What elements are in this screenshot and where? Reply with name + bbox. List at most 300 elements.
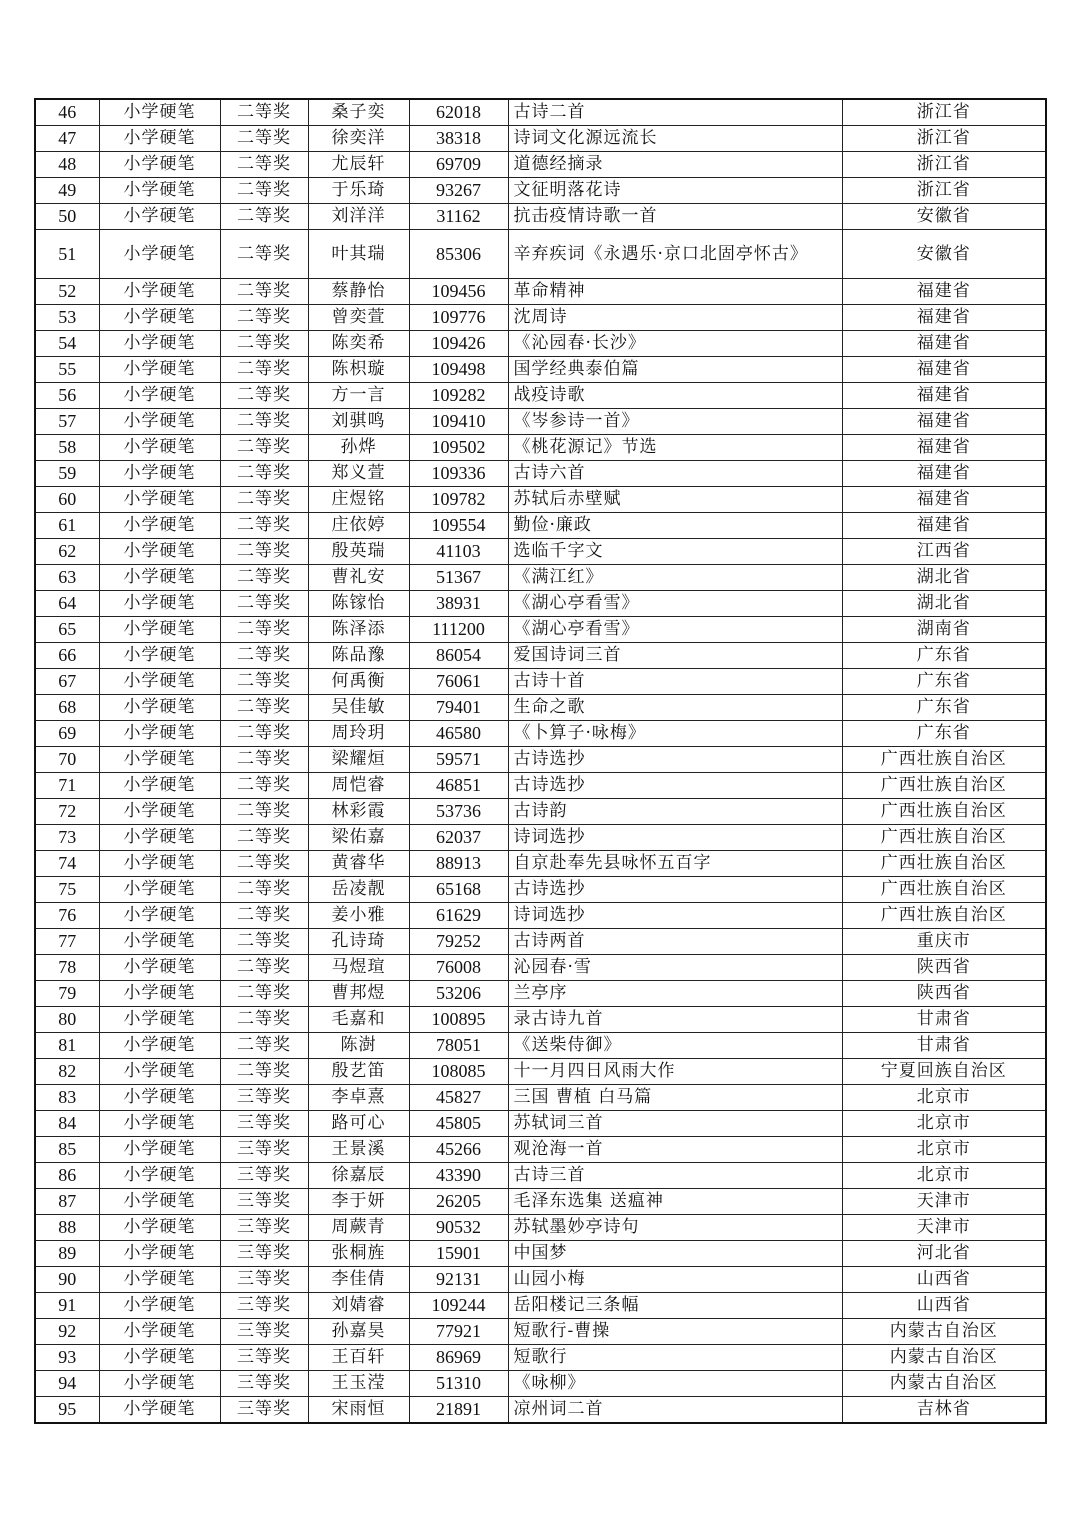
participant-name-cell: 孔诗琦 [308, 929, 409, 955]
entry-id-cell: 76061 [409, 669, 508, 695]
province-cell: 湖北省 [842, 591, 1046, 617]
row-number: 81 [35, 1033, 99, 1059]
participant-name-cell: 何禹衡 [308, 669, 409, 695]
award-level-cell: 三等奖 [220, 1319, 308, 1345]
province-cell: 河北省 [842, 1241, 1046, 1267]
participant-name-cell: 叶其瑞 [308, 230, 409, 279]
row-number: 79 [35, 981, 99, 1007]
entry-id-cell: 111200 [409, 617, 508, 643]
table-row [35, 981, 1046, 1007]
entry-id-cell: 93267 [409, 178, 508, 204]
entry-id-cell: 51367 [409, 565, 508, 591]
row-number: 74 [35, 851, 99, 877]
province-cell: 浙江省 [842, 126, 1046, 152]
work-title-cell: 《岑参诗一首》 [508, 409, 842, 435]
province-cell: 广西壮族自治区 [842, 903, 1046, 929]
row-number: 84 [35, 1111, 99, 1137]
category-cell: 小学硬笔 [99, 1163, 220, 1189]
participant-name-cell: 梁耀烜 [308, 747, 409, 773]
work-title-cell: 战疫诗歌 [508, 383, 842, 409]
category-cell: 小学硬笔 [99, 669, 220, 695]
province-cell: 广东省 [842, 669, 1046, 695]
award-level-cell: 三等奖 [220, 1137, 308, 1163]
participant-name-cell: 李佳倩 [308, 1267, 409, 1293]
row-number: 83 [35, 1085, 99, 1111]
entry-id-cell: 43390 [409, 1163, 508, 1189]
award-level-cell: 二等奖 [220, 383, 308, 409]
entry-id-cell: 45827 [409, 1085, 508, 1111]
province-cell: 福建省 [842, 357, 1046, 383]
row-number: 93 [35, 1345, 99, 1371]
award-level-cell: 二等奖 [220, 799, 308, 825]
participant-name-cell: 曹礼安 [308, 565, 409, 591]
award-level-cell: 三等奖 [220, 1267, 308, 1293]
work-title-cell: 选临千字文 [508, 539, 842, 565]
province-cell: 广西壮族自治区 [842, 851, 1046, 877]
entry-id-cell: 78051 [409, 1033, 508, 1059]
province-cell: 天津市 [842, 1189, 1046, 1215]
entry-id-cell: 46851 [409, 773, 508, 799]
entry-id-cell: 46580 [409, 721, 508, 747]
table-row [35, 851, 1046, 877]
participant-name-cell: 路可心 [308, 1111, 409, 1137]
province-cell: 北京市 [842, 1163, 1046, 1189]
award-level-cell: 二等奖 [220, 1007, 308, 1033]
participant-name-cell: 梁佑嘉 [308, 825, 409, 851]
award-level-cell: 二等奖 [220, 513, 308, 539]
participant-name-cell: 李于妍 [308, 1189, 409, 1215]
category-cell: 小学硬笔 [99, 178, 220, 204]
table-row [35, 230, 1046, 279]
award-level-cell: 三等奖 [220, 1293, 308, 1319]
row-number: 51 [35, 230, 99, 279]
province-cell: 福建省 [842, 461, 1046, 487]
table-row [35, 487, 1046, 513]
row-number: 67 [35, 669, 99, 695]
work-title-cell: 《沁园春·长沙》 [508, 331, 842, 357]
work-title-cell: 道德经摘录 [508, 152, 842, 178]
work-title-cell: 山园小梅 [508, 1267, 842, 1293]
table-row [35, 565, 1046, 591]
table-row [35, 825, 1046, 851]
entry-id-cell: 38318 [409, 126, 508, 152]
award-level-cell: 二等奖 [220, 721, 308, 747]
entry-id-cell: 51310 [409, 1371, 508, 1397]
participant-name-cell: 张桐旌 [308, 1241, 409, 1267]
row-number: 88 [35, 1215, 99, 1241]
category-cell: 小学硬笔 [99, 204, 220, 230]
work-title-cell: 辛弃疾词《永遇乐·京口北固亭怀古》 [508, 230, 842, 279]
table-row [35, 1137, 1046, 1163]
category-cell: 小学硬笔 [99, 825, 220, 851]
award-level-cell: 二等奖 [220, 851, 308, 877]
participant-name-cell: 陈枳璇 [308, 357, 409, 383]
entry-id-cell: 109244 [409, 1293, 508, 1319]
row-number: 91 [35, 1293, 99, 1319]
table-row [35, 383, 1046, 409]
province-cell: 吉林省 [842, 1397, 1046, 1424]
category-cell: 小学硬笔 [99, 279, 220, 305]
entry-id-cell: 65168 [409, 877, 508, 903]
participant-name-cell: 刘婧睿 [308, 1293, 409, 1319]
province-cell: 安徽省 [842, 204, 1046, 230]
province-cell: 福建省 [842, 487, 1046, 513]
table-row [35, 99, 1046, 126]
table-row [35, 1059, 1046, 1085]
category-cell: 小学硬笔 [99, 591, 220, 617]
province-cell: 广西壮族自治区 [842, 825, 1046, 851]
participant-name-cell: 毛嘉和 [308, 1007, 409, 1033]
province-cell: 广东省 [842, 643, 1046, 669]
participant-name-cell: 方一言 [308, 383, 409, 409]
category-cell: 小学硬笔 [99, 747, 220, 773]
work-title-cell: 爱国诗词三首 [508, 643, 842, 669]
participant-name-cell: 蔡静怡 [308, 279, 409, 305]
entry-id-cell: 21891 [409, 1397, 508, 1424]
award-level-cell: 三等奖 [220, 1085, 308, 1111]
work-title-cell: 《桃花源记》节选 [508, 435, 842, 461]
category-cell: 小学硬笔 [99, 383, 220, 409]
table-row [35, 1033, 1046, 1059]
award-level-cell: 二等奖 [220, 409, 308, 435]
category-cell: 小学硬笔 [99, 435, 220, 461]
category-cell: 小学硬笔 [99, 877, 220, 903]
entry-id-cell: 62018 [409, 99, 508, 126]
work-title-cell: 岳阳楼记三条幅 [508, 1293, 842, 1319]
work-title-cell: 兰亭序 [508, 981, 842, 1007]
entry-id-cell: 109776 [409, 305, 508, 331]
work-title-cell: 短歌行-曹操 [508, 1319, 842, 1345]
row-number: 55 [35, 357, 99, 383]
work-title-cell: 《送柴侍御》 [508, 1033, 842, 1059]
row-number: 89 [35, 1241, 99, 1267]
province-cell: 湖南省 [842, 617, 1046, 643]
award-level-cell: 二等奖 [220, 230, 308, 279]
row-number: 82 [35, 1059, 99, 1085]
award-level-cell: 三等奖 [220, 1345, 308, 1371]
entry-id-cell: 61629 [409, 903, 508, 929]
province-cell: 浙江省 [842, 99, 1046, 126]
award-level-cell: 三等奖 [220, 1215, 308, 1241]
province-cell: 广西壮族自治区 [842, 773, 1046, 799]
participant-name-cell: 陈奕希 [308, 331, 409, 357]
participant-name-cell: 殷艺笛 [308, 1059, 409, 1085]
entry-id-cell: 53736 [409, 799, 508, 825]
province-cell: 广西壮族自治区 [842, 877, 1046, 903]
row-number: 61 [35, 513, 99, 539]
entry-id-cell: 79401 [409, 695, 508, 721]
participant-name-cell: 陈镓怡 [308, 591, 409, 617]
award-level-cell: 三等奖 [220, 1397, 308, 1424]
entry-id-cell: 77921 [409, 1319, 508, 1345]
entry-id-cell: 109410 [409, 409, 508, 435]
award-level-cell: 二等奖 [220, 877, 308, 903]
row-number: 53 [35, 305, 99, 331]
row-number: 46 [35, 99, 99, 126]
award-list-sheet [34, 98, 1045, 1424]
category-cell: 小学硬笔 [99, 1397, 220, 1424]
category-cell: 小学硬笔 [99, 230, 220, 279]
row-number: 56 [35, 383, 99, 409]
table-row [35, 126, 1046, 152]
category-cell: 小学硬笔 [99, 99, 220, 126]
table-row [35, 929, 1046, 955]
row-number: 77 [35, 929, 99, 955]
province-cell: 内蒙古自治区 [842, 1371, 1046, 1397]
award-level-cell: 二等奖 [220, 331, 308, 357]
participant-name-cell: 王百轩 [308, 1345, 409, 1371]
work-title-cell: 古诗六首 [508, 461, 842, 487]
award-level-cell: 三等奖 [220, 1163, 308, 1189]
work-title-cell: 自京赴奉先县咏怀五百字 [508, 851, 842, 877]
table-row [35, 539, 1046, 565]
participant-name-cell: 徐嘉辰 [308, 1163, 409, 1189]
entry-id-cell: 38931 [409, 591, 508, 617]
row-number: 68 [35, 695, 99, 721]
category-cell: 小学硬笔 [99, 461, 220, 487]
row-number: 58 [35, 435, 99, 461]
award-level-cell: 二等奖 [220, 773, 308, 799]
entry-id-cell: 109336 [409, 461, 508, 487]
category-cell: 小学硬笔 [99, 1293, 220, 1319]
category-cell: 小学硬笔 [99, 1111, 220, 1137]
province-cell: 陕西省 [842, 981, 1046, 1007]
category-cell: 小学硬笔 [99, 617, 220, 643]
participant-name-cell: 孙嘉昊 [308, 1319, 409, 1345]
work-title-cell: 《卜算子·咏梅》 [508, 721, 842, 747]
category-cell: 小学硬笔 [99, 513, 220, 539]
table-row [35, 357, 1046, 383]
province-cell: 内蒙古自治区 [842, 1319, 1046, 1345]
table-row [35, 1293, 1046, 1319]
province-cell: 内蒙古自治区 [842, 1345, 1046, 1371]
row-number: 47 [35, 126, 99, 152]
table-row [35, 799, 1046, 825]
award-level-cell: 二等奖 [220, 591, 308, 617]
province-cell: 浙江省 [842, 152, 1046, 178]
province-cell: 福建省 [842, 331, 1046, 357]
row-number: 78 [35, 955, 99, 981]
work-title-cell: 古诗两首 [508, 929, 842, 955]
participant-name-cell: 吴佳敏 [308, 695, 409, 721]
province-cell: 福建省 [842, 279, 1046, 305]
work-title-cell: 中国梦 [508, 1241, 842, 1267]
category-cell: 小学硬笔 [99, 903, 220, 929]
work-title-cell: 诗词文化源远流长 [508, 126, 842, 152]
category-cell: 小学硬笔 [99, 955, 220, 981]
category-cell: 小学硬笔 [99, 1267, 220, 1293]
row-number: 73 [35, 825, 99, 851]
table-row [35, 1215, 1046, 1241]
work-title-cell: 《湖心亭看雪》 [508, 617, 842, 643]
table-row [35, 695, 1046, 721]
category-cell: 小学硬笔 [99, 1371, 220, 1397]
participant-name-cell: 林彩霞 [308, 799, 409, 825]
table-row [35, 331, 1046, 357]
row-number: 65 [35, 617, 99, 643]
entry-id-cell: 100895 [409, 1007, 508, 1033]
table-row [35, 903, 1046, 929]
row-number: 60 [35, 487, 99, 513]
work-title-cell: 十一月四日风雨大作 [508, 1059, 842, 1085]
participant-name-cell: 李卓熹 [308, 1085, 409, 1111]
participant-name-cell: 刘洋洋 [308, 204, 409, 230]
participant-name-cell: 孙烨 [308, 435, 409, 461]
award-level-cell: 三等奖 [220, 1189, 308, 1215]
table-row [35, 461, 1046, 487]
award-level-cell: 二等奖 [220, 695, 308, 721]
province-cell: 宁夏回族自治区 [842, 1059, 1046, 1085]
work-title-cell: 古诗选抄 [508, 773, 842, 799]
province-cell: 福建省 [842, 305, 1046, 331]
province-cell: 广西壮族自治区 [842, 747, 1046, 773]
participant-name-cell: 宋雨恒 [308, 1397, 409, 1424]
row-number: 94 [35, 1371, 99, 1397]
work-title-cell: 苏轼词三首 [508, 1111, 842, 1137]
table-row [35, 773, 1046, 799]
participant-name-cell: 周玲玥 [308, 721, 409, 747]
province-cell: 广东省 [842, 695, 1046, 721]
province-cell: 北京市 [842, 1137, 1046, 1163]
entry-id-cell: 69709 [409, 152, 508, 178]
row-number: 57 [35, 409, 99, 435]
award-level-cell: 三等奖 [220, 1111, 308, 1137]
province-cell: 广西壮族自治区 [842, 799, 1046, 825]
province-cell: 福建省 [842, 435, 1046, 461]
work-title-cell: 古诗选抄 [508, 747, 842, 773]
work-title-cell: 苏轼墨妙亭诗句 [508, 1215, 842, 1241]
participant-name-cell: 岳凌靓 [308, 877, 409, 903]
table-row [35, 1007, 1046, 1033]
province-cell: 福建省 [842, 513, 1046, 539]
participant-name-cell: 曹邦煜 [308, 981, 409, 1007]
entry-id-cell: 86969 [409, 1345, 508, 1371]
category-cell: 小学硬笔 [99, 851, 220, 877]
entry-id-cell: 109426 [409, 331, 508, 357]
work-title-cell: 古诗十首 [508, 669, 842, 695]
table-row [35, 1189, 1046, 1215]
participant-name-cell: 黄睿华 [308, 851, 409, 877]
table-row [35, 643, 1046, 669]
province-cell: 山西省 [842, 1267, 1046, 1293]
work-title-cell: 苏轼后赤壁赋 [508, 487, 842, 513]
work-title-cell: 沁园春·雪 [508, 955, 842, 981]
province-cell: 北京市 [842, 1085, 1046, 1111]
entry-id-cell: 15901 [409, 1241, 508, 1267]
award-level-cell: 二等奖 [220, 617, 308, 643]
category-cell: 小学硬笔 [99, 1137, 220, 1163]
row-number: 50 [35, 204, 99, 230]
award-level-cell: 二等奖 [220, 825, 308, 851]
category-cell: 小学硬笔 [99, 799, 220, 825]
award-level-cell: 二等奖 [220, 99, 308, 126]
row-number: 62 [35, 539, 99, 565]
row-number: 71 [35, 773, 99, 799]
entry-id-cell: 109782 [409, 487, 508, 513]
work-title-cell: 短歌行 [508, 1345, 842, 1371]
category-cell: 小学硬笔 [99, 981, 220, 1007]
participant-name-cell: 庄煜铭 [308, 487, 409, 513]
category-cell: 小学硬笔 [99, 1319, 220, 1345]
entry-id-cell: 92131 [409, 1267, 508, 1293]
work-title-cell: 诗词选抄 [508, 825, 842, 851]
participant-name-cell: 殷英瑞 [308, 539, 409, 565]
category-cell: 小学硬笔 [99, 565, 220, 591]
work-title-cell: 诗词选抄 [508, 903, 842, 929]
participant-name-cell: 陈泽添 [308, 617, 409, 643]
row-number: 48 [35, 152, 99, 178]
row-number: 52 [35, 279, 99, 305]
category-cell: 小学硬笔 [99, 1215, 220, 1241]
award-level-cell: 二等奖 [220, 152, 308, 178]
award-level-cell: 二等奖 [220, 487, 308, 513]
participant-name-cell: 刘骐鸣 [308, 409, 409, 435]
award-level-cell: 二等奖 [220, 539, 308, 565]
work-title-cell: 勤俭·廉政 [508, 513, 842, 539]
award-level-cell: 二等奖 [220, 178, 308, 204]
entry-id-cell: 79252 [409, 929, 508, 955]
entry-id-cell: 109282 [409, 383, 508, 409]
work-title-cell: 三国 曹植 白马篇 [508, 1085, 842, 1111]
work-title-cell: 录古诗九首 [508, 1007, 842, 1033]
category-cell: 小学硬笔 [99, 721, 220, 747]
work-title-cell: 生命之歌 [508, 695, 842, 721]
award-level-cell: 二等奖 [220, 929, 308, 955]
province-cell: 浙江省 [842, 178, 1046, 204]
province-cell: 山西省 [842, 1293, 1046, 1319]
entry-id-cell: 86054 [409, 643, 508, 669]
table-row [35, 1241, 1046, 1267]
award-level-cell: 二等奖 [220, 747, 308, 773]
table-row [35, 721, 1046, 747]
award-level-cell: 二等奖 [220, 279, 308, 305]
participant-name-cell: 郑义萱 [308, 461, 409, 487]
province-cell: 福建省 [842, 383, 1046, 409]
category-cell: 小学硬笔 [99, 1085, 220, 1111]
table-row [35, 178, 1046, 204]
category-cell: 小学硬笔 [99, 409, 220, 435]
row-number: 87 [35, 1189, 99, 1215]
participant-name-cell: 周蕨青 [308, 1215, 409, 1241]
work-title-cell: 古诗选抄 [508, 877, 842, 903]
category-cell: 小学硬笔 [99, 331, 220, 357]
work-title-cell: 抗击疫情诗歌一首 [508, 204, 842, 230]
row-number: 95 [35, 1397, 99, 1424]
participant-name-cell: 周恺睿 [308, 773, 409, 799]
table-row [35, 1267, 1046, 1293]
entry-id-cell: 53206 [409, 981, 508, 1007]
entry-id-cell: 26205 [409, 1189, 508, 1215]
award-level-cell: 二等奖 [220, 1059, 308, 1085]
row-number: 69 [35, 721, 99, 747]
category-cell: 小学硬笔 [99, 1033, 220, 1059]
row-number: 75 [35, 877, 99, 903]
province-cell: 重庆市 [842, 929, 1046, 955]
table-row [35, 955, 1046, 981]
participant-name-cell: 马煜瑄 [308, 955, 409, 981]
table-row [35, 617, 1046, 643]
award-level-cell: 二等奖 [220, 955, 308, 981]
table-row [35, 591, 1046, 617]
category-cell: 小学硬笔 [99, 773, 220, 799]
participant-name-cell: 桑子奕 [308, 99, 409, 126]
province-cell: 福建省 [842, 409, 1046, 435]
table-row [35, 1163, 1046, 1189]
entry-id-cell: 59571 [409, 747, 508, 773]
category-cell: 小学硬笔 [99, 357, 220, 383]
award-level-cell: 二等奖 [220, 903, 308, 929]
row-number: 86 [35, 1163, 99, 1189]
